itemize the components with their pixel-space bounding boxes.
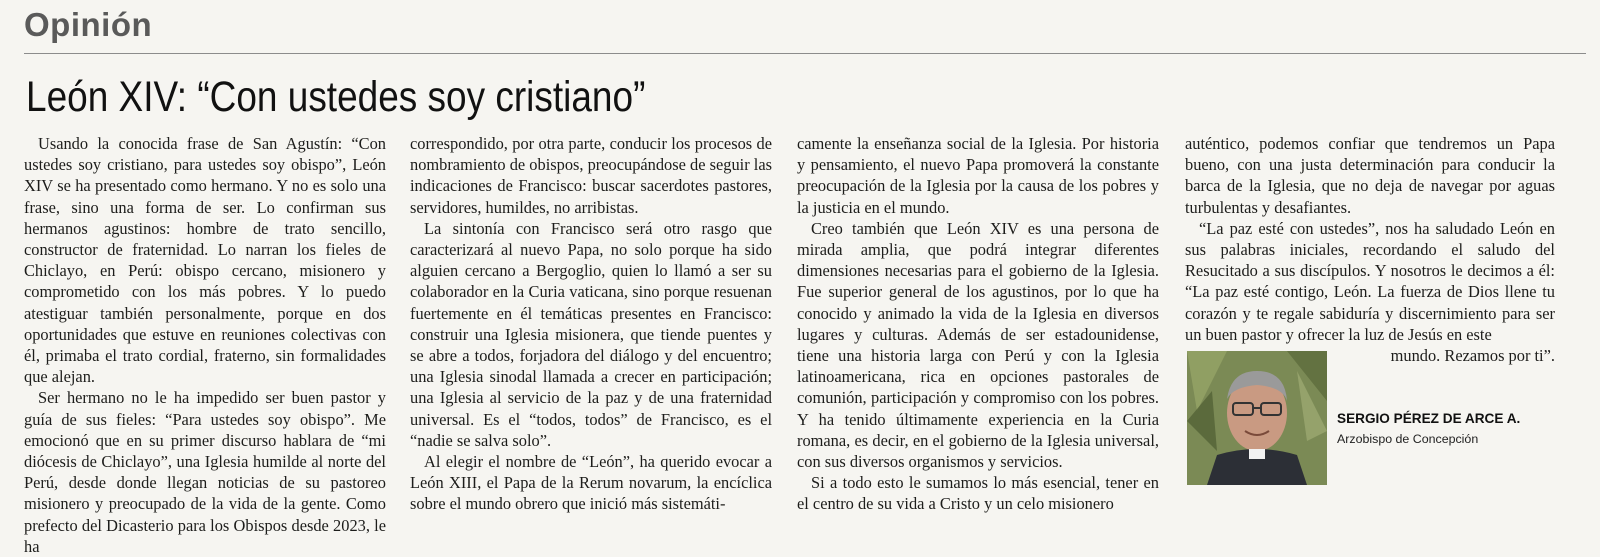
paragraph: Creo también que León XIV es una persona de mirada amplia, que podrá integrar diferentes dimensiones necesarias para el gobierno de la Iglesia. Fue superior general de los agustinos, por lo que ha conocido y animado la vida de la Iglesia en diversos lugares y culturas. Además de ser estadounidense, tiene una historia larga con Perú y con la Iglesia latinoamericana, rica en opciones pastorales de comunión, participación y compromiso con los pobres. Y ha tenido últimamente experiencia en la Curia romana, es decir, en el gobierno de la Iglesia universal, con sus diversos organismos y servicios. bbox=[797, 218, 1159, 472]
author-title: Arzobispo de Concepción bbox=[1337, 432, 1479, 446]
closing-line: mundo. Rezamos por ti”. bbox=[1390, 346, 1555, 366]
paragraph: Ser hermano no le ha impedido ser buen pastor y guía de sus fieles: “Para ustedes soy obispo”. Me emocionó que en su primer discurso hablara de “mi diócesis de Chiclayo”, una Iglesia humilde al norte del Perú, desde donde llegan noticias de su pastoreo misionero y preocupado de la vida de la gente. Como prefecto del Dicasterio para los Obispos desde 2023, le ha bbox=[24, 388, 386, 556]
article-column-2 bbox=[410, 133, 772, 515]
section-label: Opinión bbox=[24, 6, 153, 43]
paragraph: camente la enseñanza social de la Iglesia. Por historia y pensamiento, el nuevo Papa promoverá la constante preocupación de la Iglesia por la causa de los pobres y la justicia en el mundo. bbox=[797, 134, 1159, 217]
article-column-1 bbox=[24, 133, 386, 557]
article-column-3 bbox=[797, 133, 1159, 515]
section-rule bbox=[24, 53, 1586, 54]
paragraph: correspondido, por otra parte, conducir los procesos de nombramiento de obispos, preocupándose de seguir las indicaciones de Francisco: buscar sacerdotes pastores, servidores, humildes, no arribistas. bbox=[410, 134, 772, 217]
paragraph: Al elegir el nombre de “León”, ha querido evocar a León XIII, el Papa de la Rerum novarum, la encíclica sobre el mundo obrero que inició más sistemáti- bbox=[410, 452, 772, 514]
headline: León XIV: “Con ustedes soy cristiano” bbox=[26, 73, 646, 121]
author-name: SERGIO PÉREZ DE ARCE A. bbox=[1337, 411, 1521, 426]
author-photo bbox=[1187, 351, 1327, 485]
paragraph: La sintonía con Francisco será otro rasgo que caracterizará al nuevo Papa, no solo porque ha sido alguien cercano a Bergoglio, quien lo llamó a ser su colaborador en la Curia vaticana, sino porque resuenan fuertemente en él temáticas presentes en Francisco: construir una Iglesia misionera, que tiende puentes y se abre a todos, forjadora del diálogo y del encuentro; una Iglesia sinodal llamada a crecer en participación; una Iglesia al servicio de la paz y de una fraternidad universal. Es el “todos, todos” de Francisco, es el “nadie se salva solo”. bbox=[410, 218, 772, 450]
author-block bbox=[1187, 351, 1557, 485]
paragraph: Usando la conocida frase de San Agustín: “Con ustedes soy cristiano, para ustedes soy obispo”, León XIV se ha presentado como hermano. Y no es solo una frase, sino una forma de ser. Lo confirman sus hermanos agustinos: hombre de trato sencillo, constructor de fraternidad. Lo narran los fieles de Chiclayo, en Perú: obispo cercano, misionero y comprometido con los más pobres. Y lo puedo atestiguar también personalmente, porque en dos oportunidades que estuve en reuniones colectivas con él, primaba el trato cordial, fraterno, sin formalidades que alejan. bbox=[24, 134, 386, 387]
paragraph: Si a todo esto le sumamos lo más esencial, tener en el centro de su vida a Cristo y un celo misionero bbox=[797, 473, 1159, 514]
article-column-4 bbox=[1185, 133, 1555, 366]
paragraph: “La paz esté con ustedes”, nos ha saludado León en sus palabras iniciales, recordando el saludo del Resucitado a sus discípulos. Y nosotros le decimos a él: “La paz esté contigo, León. La fuerza de Dios llene tu corazón y te regale sabiduría y discernimiento para ser un buen pastor y ofrecer la luz de Jesús en este bbox=[1185, 218, 1555, 344]
paragraph: auténtico, podemos confiar que tendremos un Papa bueno, con una justa determinación para conducir la barca de la Iglesia, que no deja de navegar por aguas turbulentas y desafiantes. bbox=[1185, 134, 1555, 217]
